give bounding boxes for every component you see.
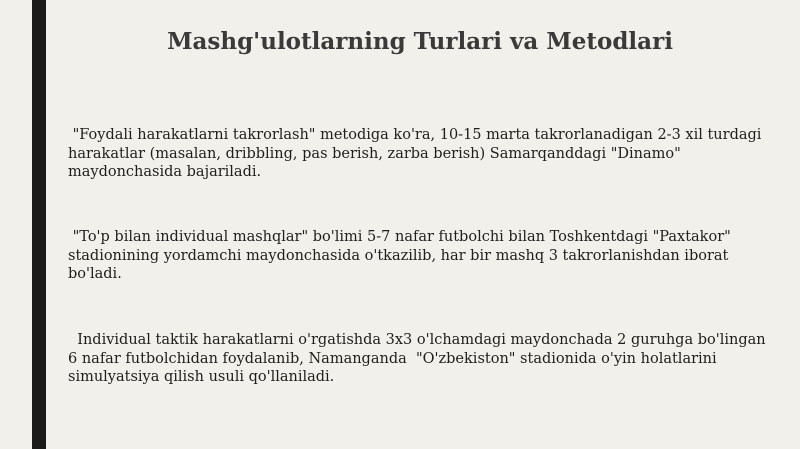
accent-bar: [32, 0, 46, 449]
paragraph-individual-ball-drills: "To'p bilan individual mashqlar" bo'limi 5-7 nafar futbolchi bilan Toshkentdagi "Paxtakor" stadionining yordamchi maydonchasida o'tkazilib, har bir mashq 3 takrorlanishdan iborat bo'ladi.: [68, 229, 736, 282]
paragraph-useful-movements: "Foydali harakatlarni takrorlash" metodiga ko'ra, 10-15 marta takrorlanadigan 2-3 xil turdagi harakatlar (masalan, dribbling, pas berish, zarba berish) Samarqanddagi "Dinamo" maydonchasida bajariladi.: [68, 127, 767, 180]
slide-title: Mashg'ulotlarning Turlari va Metodlari: [167, 28, 673, 55]
paragraph-tactical-training: Individual taktik harakatlarni o'rgatishda 3x3 o'lchamdagi maydonchada 2 guruhga bo'lingan 6 nafar futbolchidan foydalanib, Namanganda "O'zbekiston" stadionida o'yin holatlarini simulyatsiya qilish usuli qo'llaniladi.: [68, 332, 771, 385]
